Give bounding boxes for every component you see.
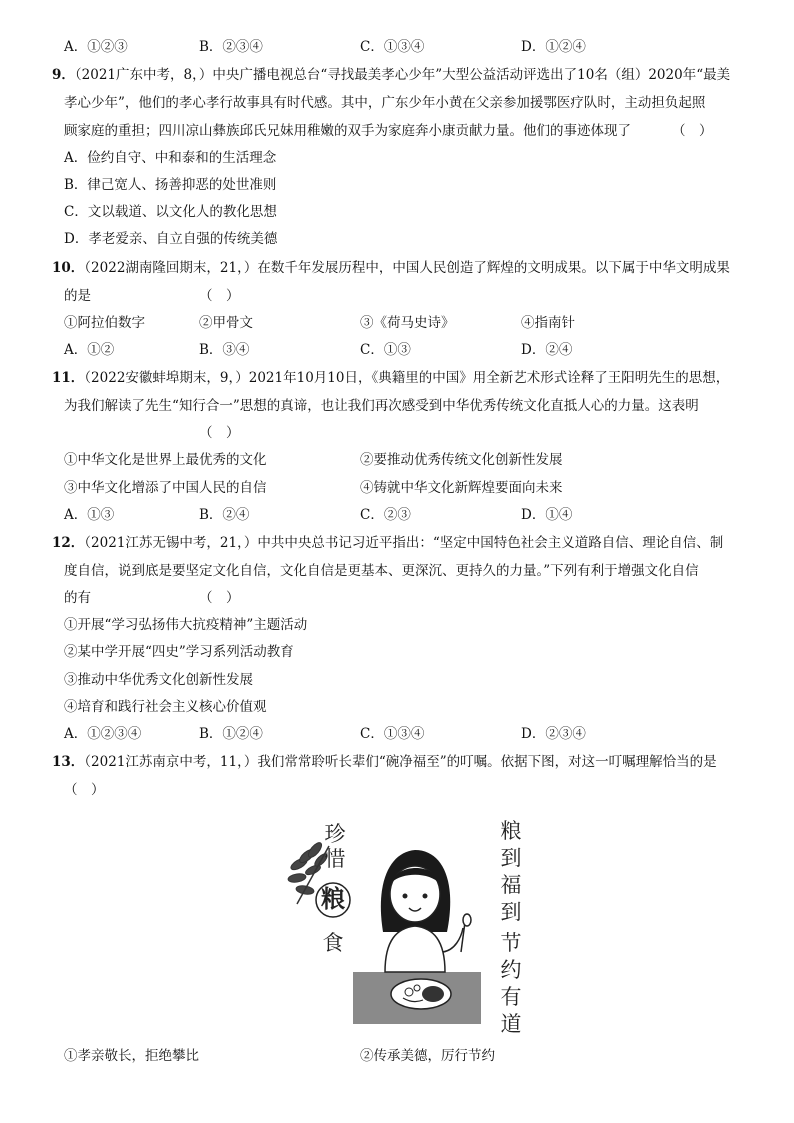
item-2: ②传承美德，厉行节约 xyxy=(360,1048,495,1064)
option-c: C．①③④ xyxy=(360,726,425,742)
item-2: ②某中学开展“四史”学习系列活动教育 xyxy=(64,644,294,660)
question-number: 13． xyxy=(52,754,85,770)
left-column-circle-text: 粮 xyxy=(321,884,345,913)
question-number: 12． xyxy=(52,535,85,551)
option-a: A．①② xyxy=(64,342,115,358)
item-4: ④培育和践行社会主义核心价值观 xyxy=(64,699,267,715)
item-4: ④指南针 xyxy=(521,315,575,331)
item-1: ①中华文化是世界上最优秀的文化 xyxy=(64,452,267,468)
item-3: ③推动中华优秀文化创新性发展 xyxy=(64,672,253,688)
item-4: ④铸就中华文化新辉煌要面向未来 xyxy=(360,480,563,496)
option-d: D．①②④ xyxy=(521,39,586,55)
answer-paren: （ ） xyxy=(199,590,240,606)
item-2: ②要推动优秀传统文化创新性发展 xyxy=(360,452,563,468)
question-13-line-1 xyxy=(52,753,717,771)
option-a: A．俭约自守、中和泰和的生活理念 xyxy=(64,150,277,166)
right-column-text-1: 粮到福到 xyxy=(500,819,522,924)
option-c: C．①③④ xyxy=(360,39,425,55)
item-1: ①开展“学习弘扬伟大抗疫精神”主题活动 xyxy=(64,617,308,633)
item-1: ①阿拉伯数字 xyxy=(64,315,145,331)
spoon xyxy=(461,922,465,952)
item-2: ②甲骨文 xyxy=(199,315,253,331)
item-3: ③《荷马史诗》 xyxy=(360,315,455,331)
question-text: （2021江苏南京中考，11，）我们常常聆听长辈们“碗净福至”的叮嘱。依据下图，对这一叮嘱理解恰当的是 xyxy=(84,754,717,770)
right-column-text-2: 节约有道 xyxy=(500,931,522,1036)
question-10-line-1 xyxy=(52,259,730,277)
girl-body xyxy=(385,926,445,972)
question-11-line-2: 为我们解读了先生“知行合一”思想的真谛，也让我们再次感受到中华优秀传统文化直抵人心的力量。这表明 xyxy=(64,398,699,414)
option-c: C．①③ xyxy=(360,342,411,358)
option-b: B．②④ xyxy=(199,507,250,523)
item-3: ③中华文化增添了中国人民的自信 xyxy=(64,480,267,496)
question-text: （2021广东中考，8，）中央广播电视总台“寻找最美孝心少年”大型公益活动评选出了10名（组）2020年“最美 xyxy=(74,67,731,83)
option-a: A．①③ xyxy=(64,507,115,523)
question-10-line-2: 的是 xyxy=(64,288,91,304)
illustration-cherish-food xyxy=(285,812,535,1034)
option-c: C．文以载道、以文化人的教化思想 xyxy=(64,204,277,220)
answer-paren: （ ） xyxy=(64,782,105,798)
option-d: D．①④ xyxy=(521,507,573,523)
question-11-line-1 xyxy=(52,369,729,387)
question-9-line-1 xyxy=(52,66,730,84)
option-b: B．②③④ xyxy=(199,39,263,55)
option-b: B．律己宽人、扬善抑恶的处世准则 xyxy=(64,177,277,193)
answer-paren: （ ） xyxy=(199,425,240,441)
answer-paren: （ ） xyxy=(672,123,713,139)
question-12-line-1 xyxy=(52,534,723,552)
option-b: B．③④ xyxy=(199,342,250,358)
question-number: 9． xyxy=(52,67,75,83)
option-a: A．①②③ xyxy=(64,39,128,55)
question-text: （2021江苏无锡中考，21，）中共中央总书记习近平指出：“坚定中国特色社会主义道路自信、理论自信、制 xyxy=(84,535,724,551)
question-number: 10． xyxy=(52,260,85,276)
option-a: A．①②③④ xyxy=(64,726,142,742)
option-d: D．②④ xyxy=(521,342,573,358)
answer-paren: （ ） xyxy=(199,288,240,304)
item-1: ①孝亲敬长，拒绝攀比 xyxy=(64,1048,199,1064)
question-9-line-3: 顾家庭的重担；四川凉山彝族邱氏兄妹用稚嫩的双手为家庭奔小康贡献力量。他们的事迹体现了 xyxy=(64,123,631,139)
question-text: （2022湖南隆回期末，21，）在数千年发展历程中，中国人民创造了辉煌的文明成果。以下属于中华文明成果 xyxy=(84,260,730,276)
left-column-text-2: 食 xyxy=(322,931,344,955)
question-9-line-2: 孝心少年”，他们的孝心孝行故事具有时代感。其中，广东少年小黄在父亲参加援鄂医疗队时，主动担负起照 xyxy=(64,95,706,111)
question-text: （2022安徽蚌埠期末，9，）2021年10月10日，《典籍里的中国》用全新艺术形式诠释了王阳明先生的思想， xyxy=(84,370,730,386)
question-number: 11． xyxy=(52,370,85,386)
option-c: C．②③ xyxy=(360,507,411,523)
option-d: D．②③④ xyxy=(521,726,586,742)
question-12-line-2: 度自信，说到底是要坚定文化自信，文化自信是更基本、更深沉、更持久的力量。”下列有利于增强文化自信 xyxy=(64,563,699,579)
option-d: D．孝老爱亲、自立自强的传统美德 xyxy=(64,231,278,247)
option-b: B．①②④ xyxy=(199,726,263,742)
left-column-text-1: 珍惜 xyxy=(324,822,346,871)
question-12-line-3: 的有 xyxy=(64,590,91,606)
